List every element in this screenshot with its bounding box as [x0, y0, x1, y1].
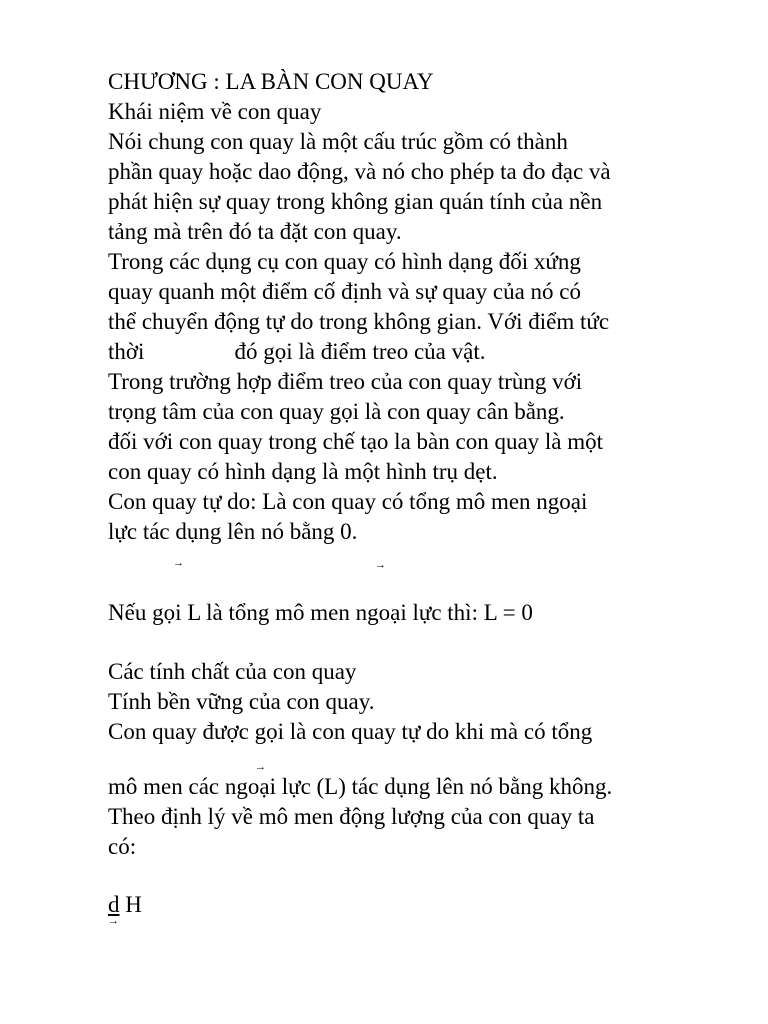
paragraph-line	[108, 337, 485, 367]
paragraph-line: tảng mà trên đó ta đặt con quay.	[108, 219, 402, 244]
formula-h: H	[125, 892, 142, 917]
vector-arrow-icon: →	[255, 761, 266, 773]
formula-line: Nếu gọi L là tổng mô men ngoại lực thì: L = 0	[108, 600, 533, 625]
paragraph-line: quay quanh một điểm cố định và sự quay của nó có	[108, 279, 581, 304]
vector-arrow-icon: →	[173, 557, 184, 569]
paragraph-line: lực tác dụng lên nó bằng 0.	[108, 519, 358, 544]
subsection-heading-stability: Tính bền vững của con quay.	[108, 689, 375, 714]
paragraph-line: Con quay tự do: Là con quay có tổng mô men ngoại	[108, 489, 588, 514]
vector-arrow-icon: →	[375, 559, 386, 571]
paragraph-line: Trong các dụng cụ con quay có hình dạng đối xứng	[108, 249, 581, 274]
paragraph-line: Trong trường hợp điểm treo của con quay trùng với	[108, 369, 583, 394]
paragraph-line: có:	[108, 834, 137, 859]
paragraph-line: con quay có hình dạng là một hình trụ dẹt.	[108, 459, 498, 484]
section-heading-properties: Các tính chất của con quay	[108, 659, 357, 684]
paragraph-line: phần quay hoặc dao động, và nó cho phép ta đo đạc và	[108, 159, 611, 184]
vector-arrow-icon: →	[108, 915, 119, 927]
chapter-title: CHƯƠNG : LA BÀN CON QUAY	[108, 69, 434, 94]
paragraph-line: đối với con quay trong chế tạo la bàn con quay là một	[108, 429, 604, 454]
section-heading-concept: Khái niệm về con quay	[108, 99, 322, 124]
paragraph-line: mô men các ngoại lực (L) tác dụng lên nó bằng không.	[108, 774, 613, 799]
paragraph-word: thời	[108, 339, 145, 364]
paragraph-line: trọng tâm của con quay gọi là con quay cân bằng.	[108, 399, 565, 424]
paragraph-line: Con quay được gọi là con quay tự do khi mà có tổng	[108, 719, 593, 744]
paragraph-line: thể chuyển động tự do trong không gian. Với điểm tức	[108, 309, 610, 334]
paragraph-line: Theo định lý về mô men động lượng của con quay ta	[108, 804, 595, 829]
paragraph-line: phát hiện sự quay trong không gian quán tính của nền	[108, 189, 603, 214]
paragraph-line: Nói chung con quay là một cấu trúc gồm có thành	[108, 129, 568, 154]
formula-d: d	[108, 892, 120, 917]
paragraph-word: đó gọi là điểm treo của vật.	[234, 339, 486, 364]
